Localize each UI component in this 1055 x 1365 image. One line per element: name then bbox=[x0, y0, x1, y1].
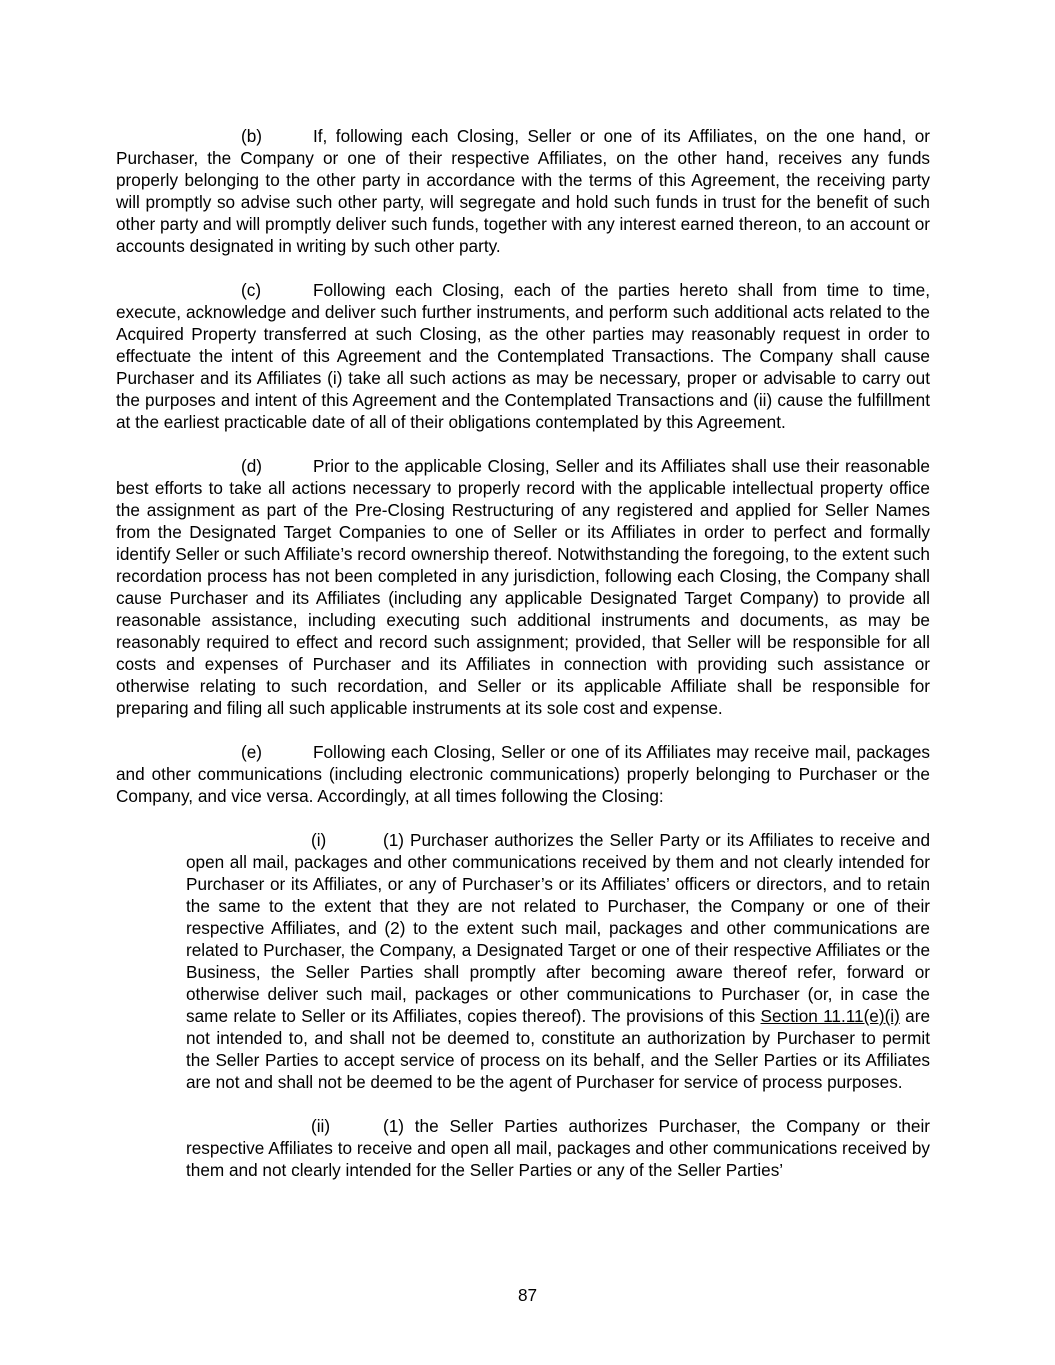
paragraph-e-i bbox=[186, 829, 930, 1093]
paragraph-e-ii-label: (ii) bbox=[311, 1116, 331, 1136]
paragraph-d-label: (d) bbox=[241, 456, 263, 476]
section-reference-link: Section 11.11(e)(i) bbox=[760, 1006, 900, 1026]
paragraph-e-label: (e) bbox=[241, 742, 263, 762]
paragraph-d-text: Prior to the applicable Closing, Seller and its Affiliates shall use their reasonable best efforts to take all actions necessary to properly record with the applicable intellectual property office the assignment as part of the Pre-Closing Restructuring of any registered and applied for Seller Names from the Designated Target Companies to one of Seller or its Affiliates in order to perfect and formally identify Seller or such Affiliate’s record ownership thereof. Notwithstanding the foregoing, to the extent such recordation process has not been completed in any jurisdiction, following each Closing, the Company shall cause Purchaser and its Affiliates (including any applicable Designated Target Company) to provide all reasonable assistance, including executing such additional instruments and documents, as may be reasonably required to effect and record such assignment; provided, that Seller will be responsible for all costs and expenses of Purchaser and its Affiliates in connection with providing such assistance or otherwise relating to such recordation, and Seller or its applicable Affiliate shall be responsible for preparing and filing all such applicable instruments at its sole cost and expense. bbox=[116, 456, 930, 718]
paragraph-c-text: Following each Closing, each of the parties hereto shall from time to time, execute, acknowledge and deliver such further instruments, and perform such additional acts related to the Acquired Property transferred at such Closing, as the other parties may reasonably request in order to effectuate the intent of this Agreement and the Contemplated Transactions. The Company shall cause Purchaser and its Affiliates (i) take all such actions as may be necessary, proper or advisable to carry out the purposes and intent of this Agreement and the Contemplated Transactions and (ii) cause the fulfillment at the earliest practicable date of all of their obligations contemplated by this Agreement. bbox=[116, 280, 930, 432]
paragraph-e-text: Following each Closing, Seller or one of its Affiliates may receive mail, packages and other communications (including electronic communications) properly belonging to Purchaser or the Company, and vice versa. Accordingly, at all times following the Closing: bbox=[116, 742, 930, 806]
paragraph-b-text: If, following each Closing, Seller or one of its Affiliates, on the one hand, or Purchaser, the Company or one of their respective Affiliates, on the other hand, receives any funds properly belonging to the other party in accordance with the terms of this Agreement, the receiving party will promptly so advise such other party, will segregate and hold such funds in trust for the benefit of such other party and will promptly deliver such funds, together with any interest earned thereon, to an account or accounts designated in writing by such other party. bbox=[116, 126, 930, 256]
paragraph-b-label: (b) bbox=[241, 126, 263, 146]
paragraph-b bbox=[116, 125, 930, 257]
paragraph-d bbox=[116, 455, 930, 719]
paragraph-c-label: (c) bbox=[241, 280, 262, 300]
paragraph-e bbox=[116, 741, 930, 807]
paragraph-e-i-text-after: are not intended to, and shall not be deemed to, constitute an authorization by Purchaser to permit the Seller Parties to accept service of process on its behalf, and the Seller Parties or its Affiliates are not and shall not be deemed to be the agent of Purchaser for service of process purposes. bbox=[186, 1006, 930, 1092]
paragraph-e-ii bbox=[186, 1115, 930, 1181]
paragraph-e-i-label: (i) bbox=[311, 830, 327, 850]
document-body bbox=[116, 125, 930, 1203]
paragraph-e-ii-text: (1) the Seller Parties authorizes Purchaser, the Company or their respective Affiliates to receive and open all mail, packages and other communications received by them and not clearly intended for the Seller Parties or any of the Seller Parties’ bbox=[186, 1116, 930, 1180]
paragraph-c bbox=[116, 279, 930, 433]
paragraph-e-i-text-before: (1) Purchaser authorizes the Seller Party or its Affiliates to receive and open all mail, packages and other communications received by them and not clearly intended for Purchaser or its Affiliates, or any of Purchaser’s or its Affiliates’ officers or directors, and to retain the same to the extent that they are not related to Purchaser, the Company or one of their respective Affiliates, and (2) to the extent such mail, packages and other communications are related to Purchaser, the Company, a Designated Target or one of their respective Affiliates or the Business, the Seller Parties shall promptly after becoming aware thereof refer, forward or otherwise deliver such mail, packages or other communications to Purchaser (or, in case the same relate to Seller or its Affiliates, copies thereof). The provisions of this bbox=[186, 830, 930, 1026]
page-number: 87 bbox=[517, 1285, 538, 1305]
